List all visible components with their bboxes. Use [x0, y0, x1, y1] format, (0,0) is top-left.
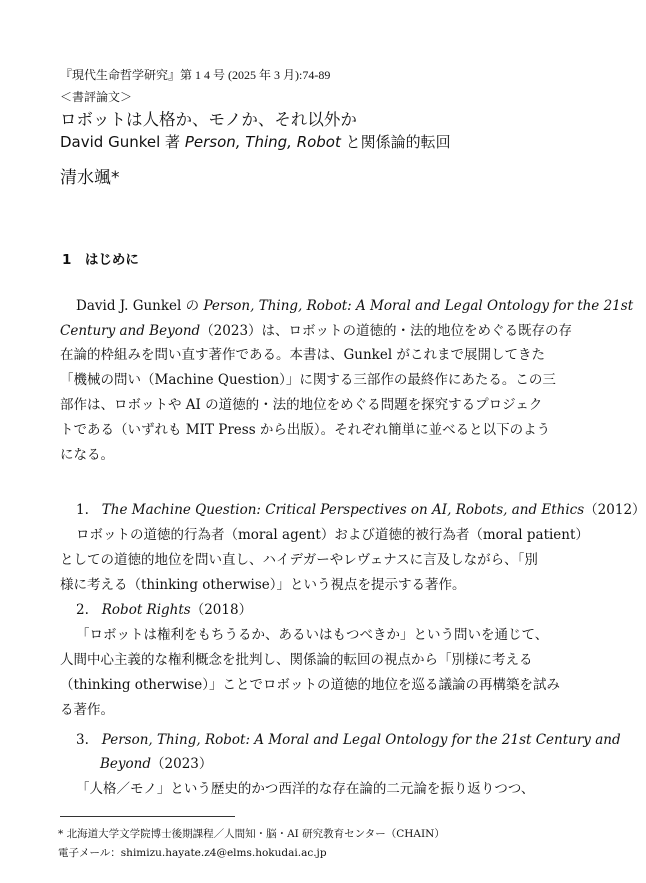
- book-year: （2018）: [190, 602, 253, 618]
- book-title: Person, Thing, Robot: A Moral and Legal Ontology for the 21st Century and: [101, 732, 621, 748]
- book-title: Robot Rights: [101, 602, 191, 618]
- book-desc-line: ロボットの道徳的行為者（moral agent）および道徳的被行為者（moral patient）: [76, 527, 589, 543]
- book-item-1-title: [76, 501, 646, 519]
- book-number: 3.: [76, 732, 89, 748]
- book-desc-line: る著作。: [60, 702, 114, 718]
- intro-text: （2023）は、ロボットの道徳的・法的地位をめぐる既存の存: [200, 323, 573, 339]
- book-desc-line: （thinking otherwise）」ことでロボットの道徳的地位を巡る議論の再構築を試み: [60, 677, 560, 693]
- book-desc-line: としての道徳的地位を問い直し、ハイデガーやレヴェナスに言及しながら、「別: [60, 552, 538, 568]
- book-year: （2012）: [584, 502, 646, 518]
- intro-line: 在論的枠組みを問い直す著作である。本書は、Gunkel がこれまで展開してきた: [60, 347, 545, 363]
- intro-text: David J. Gunkel の: [76, 298, 204, 314]
- intro-line: になる。: [60, 447, 114, 463]
- subtitle-book-title: Person, Thing, Robot: [184, 133, 341, 151]
- book-year: （2023）: [151, 756, 213, 772]
- book-title: The Machine Question: Critical Perspectives on AI, Robots, and Ethics: [101, 502, 585, 518]
- subtitle-suffix: と関係論的転回: [340, 133, 451, 151]
- section-heading: 1 はじめに: [62, 252, 139, 268]
- book-title-continued: Beyond: [100, 756, 152, 772]
- book-desc-line: 「ロボットは権利をもちうるか、あるいはもつべきか」という問いを通じて、: [76, 627, 549, 643]
- book-number: 1.: [76, 502, 89, 518]
- intro-line: 部作は、ロボットや AI の道徳的・法的地位をめぐる問題を探究するプロジェク: [60, 397, 543, 413]
- intro-line: [60, 322, 572, 340]
- book-item-3-title-cont: [100, 755, 212, 773]
- article-subtitle: [60, 131, 451, 152]
- journal-citation: 『現代生命哲学研究』第 1 4 号 (2025 年 3 月):74-89: [60, 68, 331, 82]
- intro-line: トである（いずれも MIT Press から出版）。それぞれ簡単に並べると以下のよう: [60, 422, 551, 438]
- book-desc-line: 様に考える（thinking otherwise）」という視点を提示する著作。: [60, 577, 466, 593]
- book-desc-line: 人間中心主義的な権利概念を批判し、関係論的転回の視点から「別様に考える: [60, 652, 533, 668]
- book-item-2-title: [76, 601, 252, 619]
- footnote-affiliation: * 北海道大学文学院博士後期課程／人間知・脳・AI 研究教育センター（CHAIN）: [58, 828, 445, 840]
- subtitle-prefix: David Gunkel 著: [60, 133, 185, 151]
- book-item-3-title: [76, 731, 621, 749]
- intro-italic: Century and Beyond: [60, 323, 201, 339]
- intro-italic: Person, Thing, Robot: A Moral and Legal Ontology for the 21st: [203, 298, 634, 314]
- article-title: ロボットは人格か、モノか、それ以外か: [60, 110, 357, 129]
- intro-line: 「機械の問い（Machine Question）」に関する三部作の最終作にあたる。この三: [60, 372, 556, 388]
- section-tag: ＜書評論文＞: [60, 90, 133, 104]
- book-desc-line: 「人格／モノ」という歴史的かつ西洋的な存在論的二元論を振り返りつつ、: [76, 781, 535, 797]
- intro-line: [76, 297, 633, 315]
- book-number: 2.: [76, 602, 89, 618]
- author-name: 清水颯*: [60, 168, 120, 188]
- footnote-email: 電子メール：shimizu.hayate.z4@elms.hokudai.ac.jp: [58, 847, 327, 859]
- footnote-rule: [60, 816, 235, 817]
